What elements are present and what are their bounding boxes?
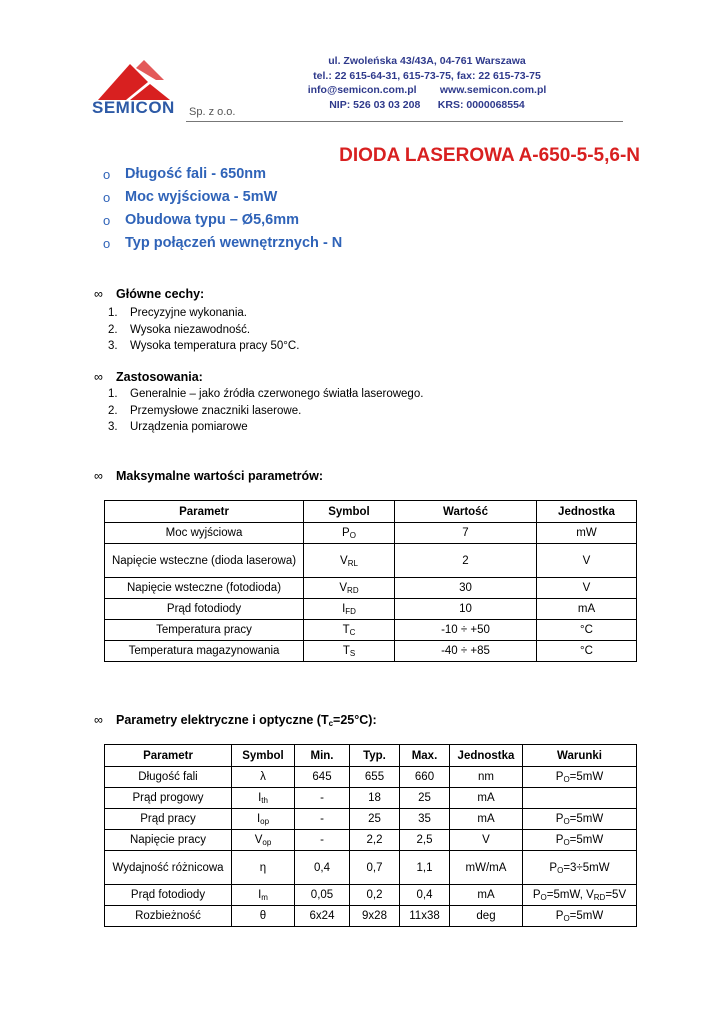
param-cell: Napięcie wsteczne (dioda laserowa) <box>105 544 304 578</box>
param-cell: Napięcie wsteczne (fotodioda) <box>105 578 304 599</box>
symbol-cell: $V_{op}$ <box>232 830 295 851</box>
typ-cell: 18 <box>350 788 400 809</box>
symbol-cell: $T_S$ <box>304 641 395 662</box>
typ-cell: 0,7 <box>350 851 400 885</box>
column-header: Parametr <box>105 745 232 767</box>
logo-text: SEMICON <box>92 98 175 117</box>
param-cell: Wydajność różnicowa <box>105 851 232 885</box>
param-cell: Prąd fotodiody <box>105 885 232 906</box>
circle-bullet-icon: o <box>103 190 111 205</box>
param-cell: Temperatura magazynowania <box>105 641 304 662</box>
table-row <box>105 620 637 641</box>
phones: tel.: 22 615-64-31, 615-73-75, fax: 22 615-73-75 <box>313 69 541 82</box>
min-cell: 0,05 <box>295 885 350 906</box>
circle-bullet-icon: o <box>103 213 111 228</box>
symbol-cell: $T_C$ <box>304 620 395 641</box>
address: ul. Zwoleńska 43/43A, 04-761 Warszawa <box>328 55 526 67</box>
conditions-cell: $P_O=3\div 5mW$ <box>523 851 637 885</box>
table-row <box>105 885 637 906</box>
unit-cell: mA <box>450 885 523 906</box>
column-header: Symbol <box>232 745 295 767</box>
param-cell: Rozbieżność <box>105 906 232 927</box>
main-features-heading: ∞ Główne cechy: <box>94 287 205 301</box>
param-cell: Napięcie pracy <box>105 830 232 851</box>
symbol-cell: $I_{th}$ <box>232 788 295 809</box>
max-cell: 25 <box>400 788 450 809</box>
list-item: 2. Przemysłowe znaczniki laserowe. <box>108 404 302 417</box>
elec-params-heading: ∞ Parametry elektryczne i optyczne $(T_c=25^\circ C)$: <box>94 713 377 728</box>
conditions-cell: $P_O=5mW$ <box>523 906 637 927</box>
min-cell: 0,4 <box>295 851 350 885</box>
typ-cell: 9x28 <box>350 906 400 927</box>
column-header: Jednostka <box>537 501 637 523</box>
main-features-list <box>108 305 299 355</box>
max-cell: 11x38 <box>400 906 450 927</box>
max-cell: 0,4 <box>400 885 450 906</box>
param-cell: Prąd fotodiody <box>105 599 304 620</box>
unit-cell: °C <box>537 620 637 641</box>
table-row <box>105 641 637 662</box>
list-item: o Typ połączeń wewnętrznych - N <box>103 232 342 255</box>
unit-cell: mA <box>537 599 637 620</box>
value-cell: 10 <box>395 599 537 620</box>
elec-params-table <box>104 744 637 927</box>
max-cell: 35 <box>400 809 450 830</box>
table-row <box>105 544 637 578</box>
infinity-bullet-icon: ∞ <box>94 287 103 301</box>
table-row <box>105 767 637 788</box>
unit-cell: mW <box>537 523 637 544</box>
feature-list <box>103 163 342 255</box>
contact-block <box>0 54 724 112</box>
email-web: info@semicon.com.pl www.semicon.com.pl <box>307 84 547 96</box>
infinity-bullet-icon: ∞ <box>94 469 103 483</box>
param-cell: Prąd pracy <box>105 809 232 830</box>
column-header: Warunki <box>523 745 637 767</box>
max-params-table <box>104 500 637 662</box>
unit-cell: mW/mA <box>450 851 523 885</box>
max-cell: 1,1 <box>400 851 450 885</box>
list-item: 3. Wysoka temperatura pracy 50°C. <box>108 340 300 352</box>
table-row <box>105 523 637 544</box>
symbol-cell: $I_{FD}$ <box>304 599 395 620</box>
param-cell: Długość fali <box>105 767 232 788</box>
conditions-cell <box>523 788 637 809</box>
column-header: Parametr <box>105 501 304 523</box>
infinity-bullet-icon: ∞ <box>94 713 103 727</box>
unit-cell: V <box>537 578 637 599</box>
param-cell: Prąd progowy <box>105 788 232 809</box>
list-item: o Obudowa typu – Ø5,6mm <box>103 209 342 232</box>
unit-cell: nm <box>450 767 523 788</box>
typ-cell: 25 <box>350 809 400 830</box>
table-row <box>105 906 637 927</box>
header-divider <box>186 121 623 122</box>
column-header: Min. <box>295 745 350 767</box>
value-cell: 7 <box>395 523 537 544</box>
min-cell: 6x24 <box>295 906 350 927</box>
unit-cell: V <box>450 830 523 851</box>
logo-suffix: Sp. z o.o. <box>189 106 236 118</box>
symbol-cell: θ <box>232 906 295 927</box>
value-cell: -10 ÷ +50 <box>395 620 537 641</box>
unit-cell: °C <box>537 641 637 662</box>
unit-cell: mA <box>450 788 523 809</box>
table-row <box>105 599 637 620</box>
conditions-cell: $P_O=5mW$ <box>523 809 637 830</box>
list-item: 1. Generalnie – jako źródła czerwonego światła laserowego. <box>108 388 424 400</box>
applications-heading: ∞ Zastosowania: <box>94 370 203 384</box>
symbol-cell: $P_O$ <box>304 523 395 544</box>
list-item: 1. Precyzyjne wykonania. <box>108 307 247 319</box>
applications-list <box>108 386 423 436</box>
table-row <box>105 851 637 885</box>
column-header: Typ. <box>350 745 400 767</box>
max-params-heading: ∞ Maksymalne wartości parametrów: <box>94 469 324 483</box>
min-cell: - <box>295 830 350 851</box>
table-row <box>105 788 637 809</box>
nip-krs: NIP: 526 03 03 208 KRS: 0000068554 <box>329 98 525 111</box>
page-title: DIODA LASEROWA A-650-5-5,6-N <box>339 145 640 166</box>
param-cell: Moc wyjściowa <box>105 523 304 544</box>
typ-cell: 2,2 <box>350 830 400 851</box>
circle-bullet-icon: o <box>103 236 111 251</box>
list-item: o Moc wyjściowa - 5mW <box>103 186 342 209</box>
infinity-bullet-icon: ∞ <box>94 370 103 384</box>
min-cell: - <box>295 809 350 830</box>
max-cell: 660 <box>400 767 450 788</box>
column-header: Wartość <box>395 501 537 523</box>
min-cell: - <box>295 788 350 809</box>
unit-cell: mA <box>450 809 523 830</box>
param-cell: Temperatura pracy <box>105 620 304 641</box>
symbol-cell: $I_{op}$ <box>232 809 295 830</box>
column-header: Jednostka <box>450 745 523 767</box>
min-cell: 645 <box>295 767 350 788</box>
list-item: 2. Wysoka niezawodność. <box>108 323 251 336</box>
column-header: Symbol <box>304 501 395 523</box>
symbol-cell: λ <box>232 767 295 788</box>
circle-bullet-icon: o <box>103 167 111 182</box>
symbol-cell: $I_m$ <box>232 885 295 906</box>
conditions-cell: $P_O=5mW$, $V_{RD}=5V$ <box>523 885 637 906</box>
table-row <box>105 578 637 599</box>
typ-cell: 655 <box>350 767 400 788</box>
max-cell: 2,5 <box>400 830 450 851</box>
symbol-cell: η <box>232 851 295 885</box>
table-row <box>105 809 637 830</box>
unit-cell: V <box>537 544 637 578</box>
table-row <box>105 830 637 851</box>
conditions-cell: $P_O=5mW$ <box>523 767 637 788</box>
value-cell: 2 <box>395 544 537 578</box>
column-header: Max. <box>400 745 450 767</box>
list-item: 3. Urządzenia pomiarowe <box>108 421 248 433</box>
symbol-cell: $V_{RL}$ <box>304 544 395 578</box>
value-cell: -40 ÷ +85 <box>395 641 537 662</box>
conditions-cell: $P_O=5mW$ <box>523 830 637 851</box>
value-cell: 30 <box>395 578 537 599</box>
symbol-cell: $V_{RD}$ <box>304 578 395 599</box>
unit-cell: deg <box>450 906 523 927</box>
list-item: o Długość fali - 650nm <box>103 163 342 186</box>
typ-cell: 0,2 <box>350 885 400 906</box>
